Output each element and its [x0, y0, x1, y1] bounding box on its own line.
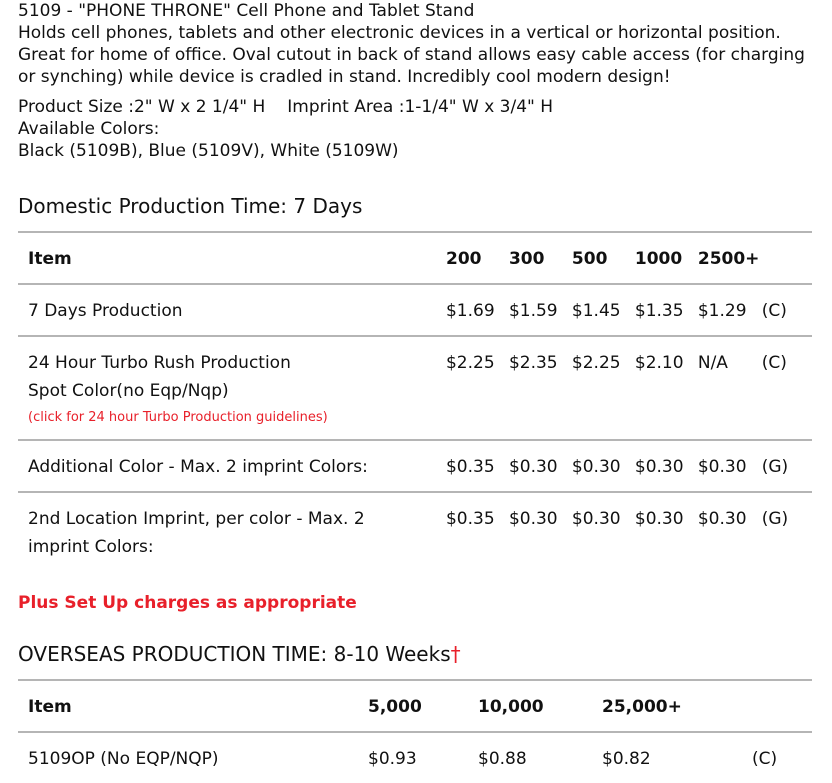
available-colors: Black (5109B), Blue (5109V), White (5109W) [18, 141, 399, 161]
price-cell: $0.30 [697, 509, 747, 529]
price-cell: $0.93 [368, 749, 417, 769]
domestic-price-table [18, 231, 812, 571]
row-item: 2nd Location Imprint, per color - Max. 2 imprint Colors: [28, 509, 365, 557]
row-item: Additional Color - Max. 2 imprint Colors: [28, 457, 368, 477]
row-item-title: 24 Hour Turbo Rush Production [28, 353, 291, 373]
colors-label: Available Colors: [18, 119, 160, 139]
price-code: (C) [761, 353, 787, 373]
row-item: 7 Days Production [28, 301, 183, 321]
header-qty: 2500+ [697, 249, 760, 269]
header-qty: 10,000 [478, 697, 544, 717]
product-specs [18, 96, 812, 162]
header-item: Item [28, 697, 72, 717]
imprint-area: Imprint Area :1-1/4" W x 3/4" H [287, 97, 554, 117]
price-cell: $0.30 [571, 457, 621, 477]
price-cell: $0.30 [634, 457, 684, 477]
price-cell: $0.88 [478, 749, 527, 769]
overseas-heading-text: OVERSEAS PRODUCTION TIME: 8-10 Weeks [18, 642, 451, 666]
row-item [18, 336, 446, 440]
price-cell: N/A [697, 353, 728, 373]
table-header-row [18, 232, 812, 284]
overseas-price-table [18, 679, 812, 783]
price-cell: $2.10 [634, 353, 684, 373]
table-header-row [18, 680, 812, 732]
price-cell: $1.59 [508, 301, 558, 321]
header-qty: 1000 [634, 249, 683, 269]
dagger-footnote-mark: † [450, 642, 461, 666]
price-cell: $2.25 [445, 353, 495, 373]
product-page [18, 0, 812, 769]
row-item: 5109OP (No EQP/NQP) [28, 749, 219, 769]
product-description: Holds cell phones, tablets and other electronic devices in a vertical or horizontal position. Great for home of office. Oval cutout in back of stand allows easy cable access (for charging or synching) while device is cradled in stand. Incredibly cool modern design! [18, 23, 805, 87]
setup-charges-note: Plus Set Up charges as appropriate [18, 593, 357, 613]
header-qty: 25,000+ [602, 697, 682, 717]
price-cell: $0.82 [602, 749, 651, 769]
table-row [18, 732, 812, 783]
price-cell: $0.35 [445, 457, 495, 477]
price-cell: $1.35 [634, 301, 684, 321]
header-item: Item [28, 249, 72, 269]
price-cell: $1.29 [697, 301, 747, 321]
table-row [18, 492, 812, 571]
price-cell: $2.25 [571, 353, 621, 373]
price-cell: $0.30 [634, 509, 684, 529]
domestic-heading: Domestic Production Time: 7 Days [18, 194, 363, 218]
product-size: Product Size :2" W x 2 1/4" H [18, 97, 266, 117]
price-cell: $0.30 [697, 457, 747, 477]
price-code: (C) [761, 301, 787, 321]
row-item-subtitle: Spot Color(no Eqp/Nqp) [28, 381, 229, 401]
table-row [18, 336, 812, 440]
price-cell: $0.30 [571, 509, 621, 529]
header-qty: 500 [571, 249, 608, 269]
overseas-heading [18, 642, 461, 666]
price-cell: $2.35 [508, 353, 558, 373]
price-cell: $0.30 [508, 509, 558, 529]
price-code: (G) [761, 457, 789, 477]
table-row [18, 284, 812, 336]
header-qty: 300 [508, 249, 545, 269]
price-cell: $0.35 [445, 509, 495, 529]
product-intro [18, 0, 812, 162]
price-cell: $1.69 [445, 301, 495, 321]
product-title: 5109 - "PHONE THRONE" Cell Phone and Tablet Stand [18, 1, 475, 21]
price-cell: $1.45 [571, 301, 621, 321]
price-cell: $0.30 [508, 457, 558, 477]
price-code: (G) [761, 509, 789, 529]
price-code: (C) [752, 749, 778, 769]
header-qty: 5,000 [368, 697, 422, 717]
header-qty: 200 [445, 249, 482, 269]
table-row [18, 440, 812, 492]
turbo-guidelines-link[interactable]: (click for 24 hour Turbo Production guidelines) [28, 410, 328, 425]
